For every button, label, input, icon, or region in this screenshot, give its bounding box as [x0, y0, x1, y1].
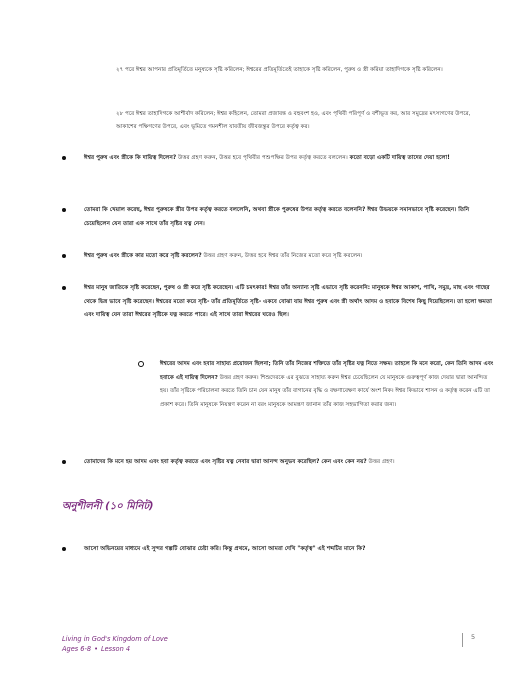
footer-series-title: Living in God's Kingdom of Love — [62, 635, 168, 643]
subquestion-text: ঈশ্বরের আদম এবং হবার সাহায্য প্রয়োজন ছিলনা; তিনি তাঁর নিজের শক্তিতে তাঁর সৃষ্টির যত্ন নিতে সক্ষম। তাহলে কি মনে করো, কেন তিনি আদম এবং হবাকে এই দায়িত্ব দিলেন? উত্তর গ্রহণ করুন। শিশুদেরকে এর বুঝতে সাহায্য করুন ঈশ্বর চেয়েছিলেন যে মানুষকে গুরুত্বপূর্ণ কাজ দেয়ার দ্বারা আনন্দিত হয়। তাঁর সৃষ্টিকে পরিচালনা করতে তিনি চান যেন মানুষ তাঁর বাগানের বৃদ্ধি ও বক্ষণাবেক্ষণ কার্যে অংশ নিক। ঈশ্বর কিভাবে শাসন ও কর্তৃত্ব করেন এটি তা প্রকাশ করে। তিনি মানুষকে নিয়ন্ত্রণ করেন না বরং মানুষকে আমন্ত্রণ জানান তাঁর কাজ সহভাগিতা করার জন্য। — [160, 361, 494, 408]
circle-bullet-icon — [138, 361, 144, 367]
bullet-icon — [62, 460, 66, 464]
question-text-4: ঈশ্বর মানুষ জাতিকে সৃষ্টি করেছেন, পুরুষ ও স্ত্রী করে সৃষ্টি করেছেন। এটি চমৎকার! ঈশ্বর তাঁর অন্যান্য সৃষ্টি এভাবে সৃষ্টি করেননি: মানুষকে ঈশ্বর আকাশ, পাখি, সমুদ্র, মাছ এবং গাছের থেকে ভিন্ন ভাবে সৃষ্টি করেছেন। ঈশ্বরের মতো করে সৃষ্টি- তাঁর প্রতিমূর্তিতে সৃষ্টি- একবে বোঝা যায় ঈশ্বর পুরুষ এবং স্ত্রী অর্থাৎ আদম ও হবাকে বিশেষ কিছু দিয়েছিলেন। তা হলো ক্ষমতা এবং দায়িত্ব যেন তারা ঈশ্বরের সৃষ্টিকে যত্ন করতে পারে। এই সাথে তারা ঈশ্বরের ঘরেও ছিল। — [84, 285, 492, 318]
activity-text: আসো অভিনয়ের মাধ্যমে এই সুন্দর গল্পটি বোঝার চেষ্টা করি। কিন্তু প্রথমে, আসো আমরা দেখি "কর্তৃত্ব" এই শব্দটির মানে কি? — [84, 546, 366, 552]
question-text-1: ঈশ্বর পুরুষ এবং স্ত্রীকে কি দায়িত্ব দিলেন? উত্তর গ্রহণ করুন, উত্তর হবে পৃথিবীর পশুপক্ষির উপর কর্তৃত্ব করতে বললেন। কতো বড়ো একটি দায়িত্ব তাদের দেয়া হলো! — [84, 155, 450, 161]
page-number: 5 — [462, 633, 475, 647]
question-text-5: তোমাদের কি মনে হয় আদম এবং হবা কর্তৃত্ব করতে এবং সৃষ্টির যত্ন নেবার দ্বারা আনন্দ অনুভব করেছিল? কেন এবং কেন নয়? উত্তর গ্রহণ। — [84, 459, 395, 465]
bullet-icon — [62, 208, 66, 212]
verse-27: ২৭ পরে ঈশ্বর আপনার প্রতিমূর্তিতে মনুষ্যকে সৃষ্টি করিলেন; ঈশ্বরের প্রতিমূর্তিতেই তাহাকে সৃষ্টি করিলেন, পুরুষ ও স্ত্রী করিয়া তাহাদিগকে সৃষ্টি করিলেন। — [116, 67, 443, 73]
question-text-2: তোমরা কি খেয়াল করেছ, ঈশ্বর পুরুষকে স্ত্রীর উপর কর্তৃত্ব করতে বললেনি, অথবা স্ত্রীকে পুরুষের উপর কর্তৃত্ব করতে বলেননি? ঈশ্বর উভয়কে সমানভাবে সৃষ্টি করেছেন। তিনি চেয়েছিলেন যেন তারা এক সাথে তাঁর সৃষ্টির যত্ন নেন। — [84, 207, 470, 227]
section-heading: অনুশীলনী (১০ মিনিট) — [62, 501, 154, 512]
bullet-icon — [62, 254, 66, 258]
verse-28: ২৮ পরে ঈশ্বর তাহাদিগকে আশীর্বাদ করিলেন; ঈশ্বর কহিলেন, তোমরা প্রজাবন্ত ও বহুবংশ হও, এবং পৃথিবী পরিপূর্ণ ও বশীভূত কর, আর সমুদ্রের মৎস্যগণের উপরে, আকাশের পক্ষিগণের উপরে, এবং ভূমিতে গমনশীল যাবতীয় জীবজন্তুর উপরে কর্তৃত্ব কর। — [116, 111, 471, 130]
bullet-icon — [62, 547, 66, 551]
bullet-icon — [62, 286, 66, 290]
question-text-3: ঈশ্বর পুরুষ এবং স্ত্রীকে কার মতো করে সৃষ্টি করলেন? উত্তর গ্রহণ করুন, উত্তর হবে ঈশ্বর তাঁর নিজের মতো করে সৃষ্টি করলেন। — [84, 253, 363, 259]
footer-lesson-info: Ages 6-8 • Lesson 4 — [62, 645, 131, 653]
page-footer — [62, 634, 168, 654]
bullet-icon — [62, 156, 66, 160]
